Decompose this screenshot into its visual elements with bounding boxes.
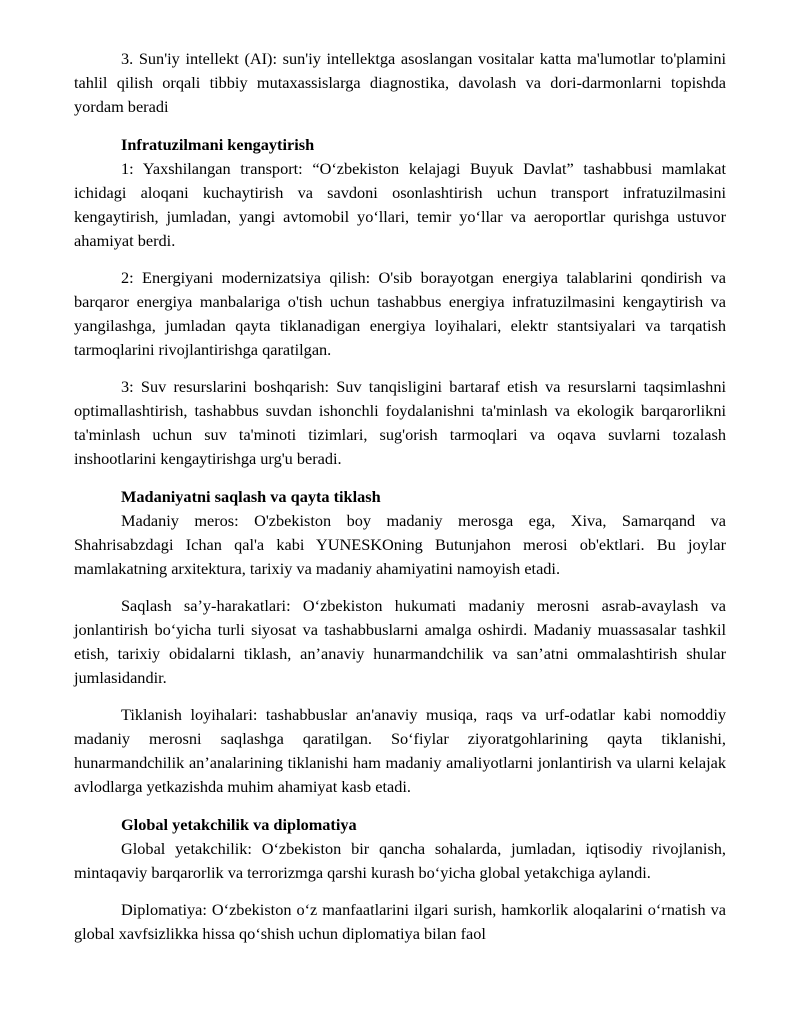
paragraph-preservation: Saqlash sa’y-harakatlari: O‘zbekiston hukumati madaniy merosni asrab-avaylash va jonlantirish bo‘yicha turli siyosat va tashabbuslarni amalga oshirdi. Madaniy muassasalar tashkil etish, tarixiy obidalarni tiklash, an’anaviy hunarmandchilik va san’atni ommalashtirish shular jumlasidandir. [74, 596, 726, 687]
section-heading-culture: Madaniyatni saqlash va qayta tiklash [121, 487, 381, 506]
section-heading-leadership: Global yetakchilik va diplomatiya [121, 815, 357, 834]
paragraph-energy: 2: Energiyani modernizatsiya qilish: O'sib borayotgan energiya talablarini qondirish va barqaror energiya manbalariga o'tish uchun tashabbus energiya infratuzilmasini kengaytirish va yangilashga, jumladan qayta tiklanadigan energiya loyihalari, elektr stantsiyalari va tarqatish tarmoqlarini rivojlantirishga qaratilgan. [74, 268, 726, 359]
section-leadership [74, 813, 726, 946]
paragraph-heritage: Madaniy meros: O'zbekiston boy madaniy merosga ega, Xiva, Samarqand va Shahrisabzdagi Ichan qal'a kabi YUNESKOning Butunjahon merosi ob'ektlari. Bu joylar mamlakatning arxitektura, tarixiy va madaniy ahamiyatini namoyish etadi. [74, 511, 726, 578]
section-infrastructure [74, 133, 726, 471]
paragraph-diplomacy: Diplomatiya: O‘zbekiston o‘z manfaatlarini ilgari surish, hamkorlik aloqalarini o‘rnatish va global xavfsizlikka hissa qo‘shish uchun diplomatiya bilan faol [74, 900, 726, 943]
ai-paragraph: 3. Sun'iy intellekt (AI): sun'iy intellektga asoslangan vositalar katta ma'lumotlar to'plamini tahlil qilish orqali tibbiy mutaxassislarga diagnostika, davolash va dori-darmonlarni topishda yordam beradi [74, 49, 726, 116]
paragraph-global-leadership: Global yetakchilik: O‘zbekiston bir qancha sohalarda, jumladan, iqtisodiy rivojlanish, mintaqaviy barqarorlik va terrorizmga qarshi kurash bo‘yicha global yetakchiga aylandi. [74, 839, 726, 882]
section-culture [74, 485, 726, 799]
section-heading-infrastructure: Infratuzilmani kengaytirish [121, 135, 315, 154]
paragraph-revival: Tiklanish loyihalari: tashabbuslar an'anaviy musiqa, raqs va urf-odatlar kabi nomoddiy madaniy merosni saqlashga qaratilgan. So‘fiylar ziyoratgohlarining qayta tiklanishi, hunarmandchilik an’analarining tiklanishi ham madaniy amaliyotlarni jonlantirish va ularni kelajak avlodlarga yetkazishda muhim ahamiyat kasb etadi. [74, 705, 726, 796]
paragraph-transport: 1: Yaxshilangan transport: “O‘zbekiston kelajagi Buyuk Davlat” tashabbusi mamlakat ichidagi aloqani kuchaytirish va savdoni osonlashtirish uchun transport infratuzilmasini kengaytirish, jumladan, yangi avtomobil yo‘llari, temir yo‘llar va aeroportlar qurishga ustuvor ahamiyat berdi. [74, 159, 726, 250]
paragraph-water: 3: Suv resurslarini boshqarish: Suv tanqisligini bartaraf etish va resurslarni taqsimlashni optimallashtirish, tashabbus suvdan ishonchli foydalanishni ta'minlash va ekologik barqarorlikni ta'minlash uchun suv ta'minoti tizimlari, sug'orish tarmoqlari va oqava suvlarni tozalash inshootlarini kengaytirishga urg'u beradi. [74, 377, 726, 468]
document-page [74, 47, 726, 946]
